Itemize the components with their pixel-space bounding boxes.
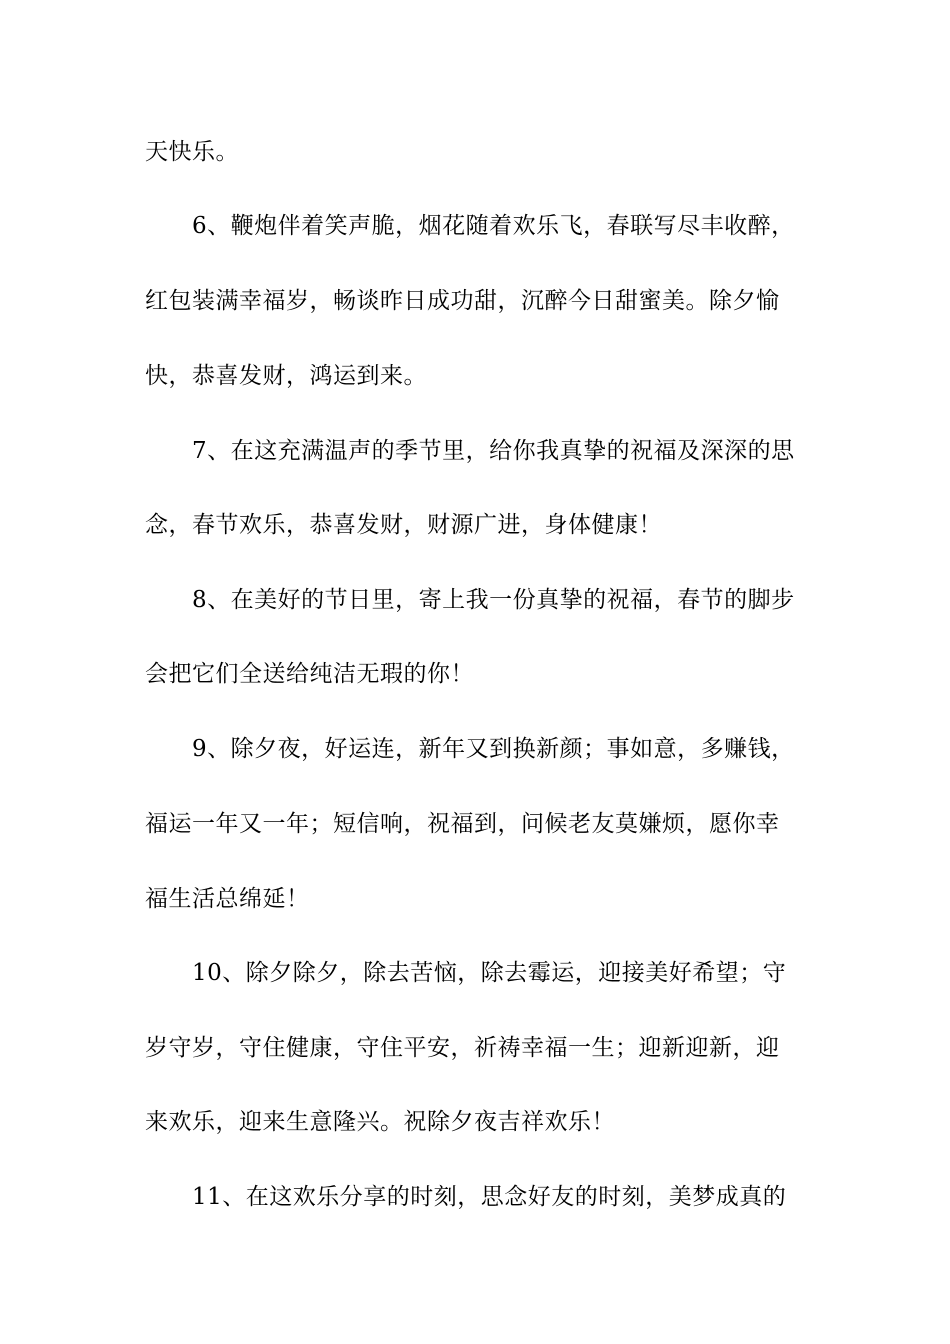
text-line: 快，恭喜发财，鸿运到来。 <box>145 363 427 389</box>
text-line: 岁守岁，守住健康，守住平安，祈祷幸福一生；迎新迎新，迎 <box>145 1035 780 1061</box>
text-line: 天快乐。 <box>145 139 239 165</box>
text-line: 福运一年又一年；短信响，祝福到，问候老友莫嫌烦，愿你幸 <box>145 811 780 837</box>
text-line: 11、在这欢乐分享的时刻，思念好友的时刻，美梦成真的 <box>192 1184 787 1210</box>
text-line: 来欢乐，迎来生意隆兴。祝除夕夜吉祥欢乐！ <box>145 1109 615 1135</box>
text-line: 会把它们全送给纯洁无瑕的你！ <box>145 661 474 687</box>
text-line: 9、除夕夜，好运连，新年又到换新颜；事如意，多赚钱， <box>192 736 795 762</box>
text-line: 7、在这充满温声的季节里，给你我真挚的祝福及深深的思 <box>192 438 795 464</box>
text-line: 8、在美好的节日里，寄上我一份真挚的祝福，春节的脚步 <box>192 587 795 613</box>
text-line: 10、除夕除夕，除去苦恼，除去霉运，迎接美好希望；守 <box>192 960 787 986</box>
text-line: 福生活总绵延！ <box>145 886 310 912</box>
text-line: 红包装满幸福岁，畅谈昨日成功甜，沉醉今日甜蜜美。除夕愉 <box>145 288 780 314</box>
text-line: 6、鞭炮伴着笑声脆，烟花随着欢乐飞，春联写尽丰收醉， <box>192 213 795 239</box>
text-line: 念，春节欢乐，恭喜发财，财源广进，身体健康！ <box>145 512 662 538</box>
